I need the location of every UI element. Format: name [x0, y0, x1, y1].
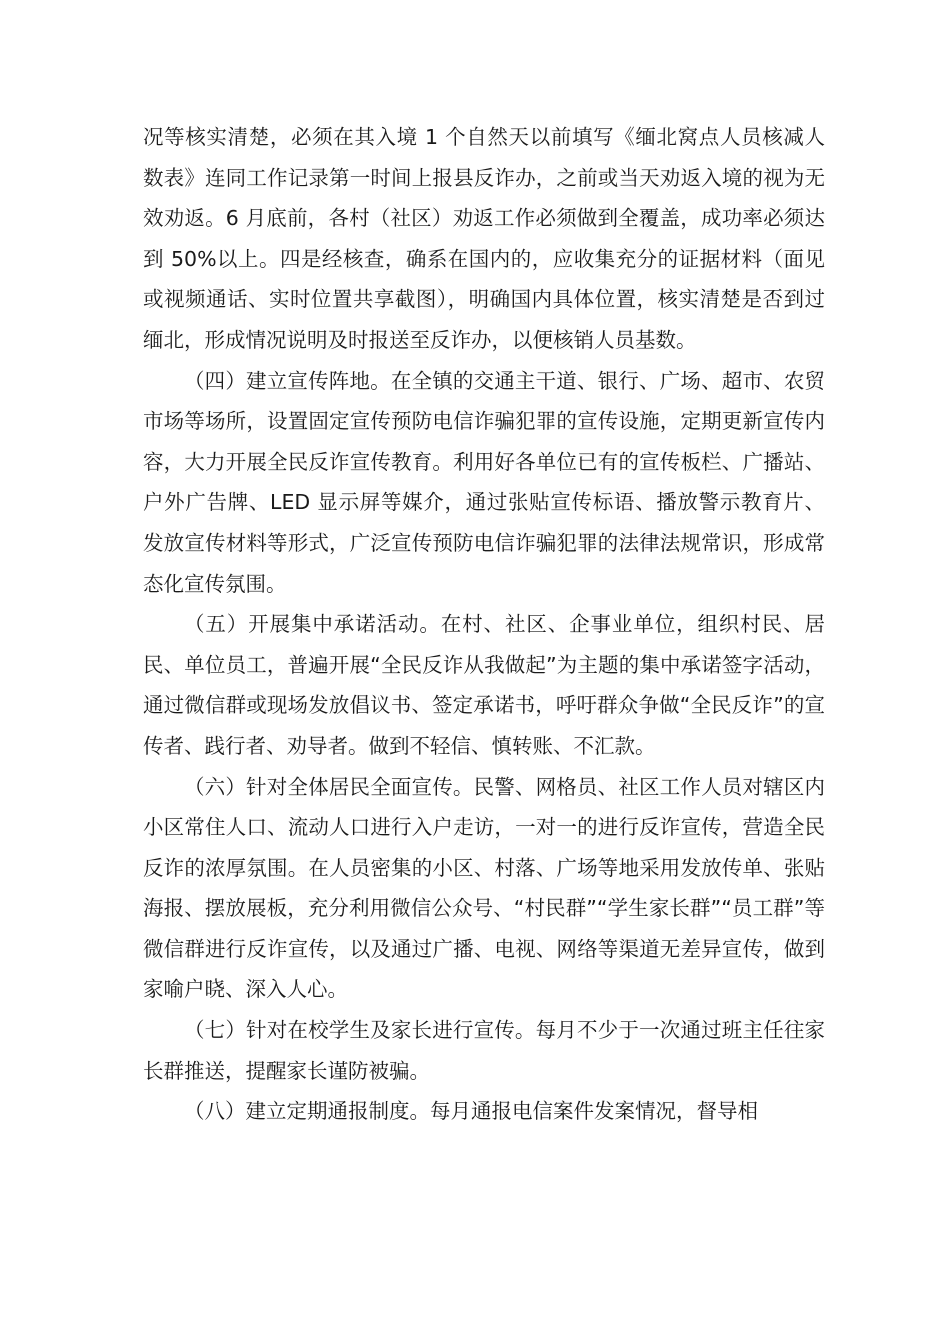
- document-body: [143, 117, 825, 1132]
- paragraph-section-5: （五）开展集中承诺活动。在村、社区、企事业单位，组织村民、居民、单位员工，普遍开展“全民反诈从我做起”为主题的集中承诺签字活动，通过微信群或现场发放倡议书、签定承诺书，呼吁群众争做“全民反诈”的宣传者、践行者、劝导者。做到不轻信、慎转账、不汇款。: [143, 612, 825, 758]
- paragraph-continuation: 况等核实清楚，必须在其入境 1 个自然天以前填写《缅北窝点人员核减人数表》连同工作记录第一时间上报县反诈办，之前或当天劝返入境的视为无效劝返。6 月底前，各村（社区）劝返工作必须做到全覆盖，成功率必须达到 50%以上。四是经核查，确系在国内的，应收集充分的证据材料（面见或视频通话、实时位置共享截图），明确国内具体位置，核实清楚是否到过缅北，形成情况说明及时报送至反诈办，以便核销人员基数。: [143, 125, 825, 352]
- paragraph-section-4: （四）建立宣传阵地。在全镇的交通主干道、银行、广场、超市、农贸市场等场所，设置固定宣传预防电信诈骗犯罪的宣传设施，定期更新宣传内容，大力开展全民反诈宣传教育。利用好各单位已有的宣传板栏、广播站、户外广告牌、LED 显示屏等媒介，通过张贴宣传标语、播放警示教育片、发放宣传材料等形式，广泛宣传预防电信诈骗犯罪的法律法规常识，形成常态化宣传氛围。: [143, 368, 825, 596]
- paragraph-section-6: （六）针对全体居民全面宣传。民警、网格员、社区工作人员对辖区内小区常住人口、流动人口进行入户走访，一对一的进行反诈宣传，营造全民反诈的浓厚氛围。在人员密集的小区、村落、广场等地采用发放传单、张贴海报、摆放展板，充分利用微信公众号、“村民群”“学生家长群”“员工群”等微信群进行反诈宣传，以及通过广播、电视、网络等渠道无差异宣传，做到家喻户晓、深入人心。: [143, 774, 825, 1002]
- paragraph-section-8: （八）建立定期通报制度。每月通报电信案件发案情况，督导相: [184, 1099, 758, 1124]
- paragraph-section-7: （七）针对在校学生及家长进行宣传。每月不少于一次通过班主任往家长群推送，提醒家长谨防被骗。: [143, 1018, 825, 1083]
